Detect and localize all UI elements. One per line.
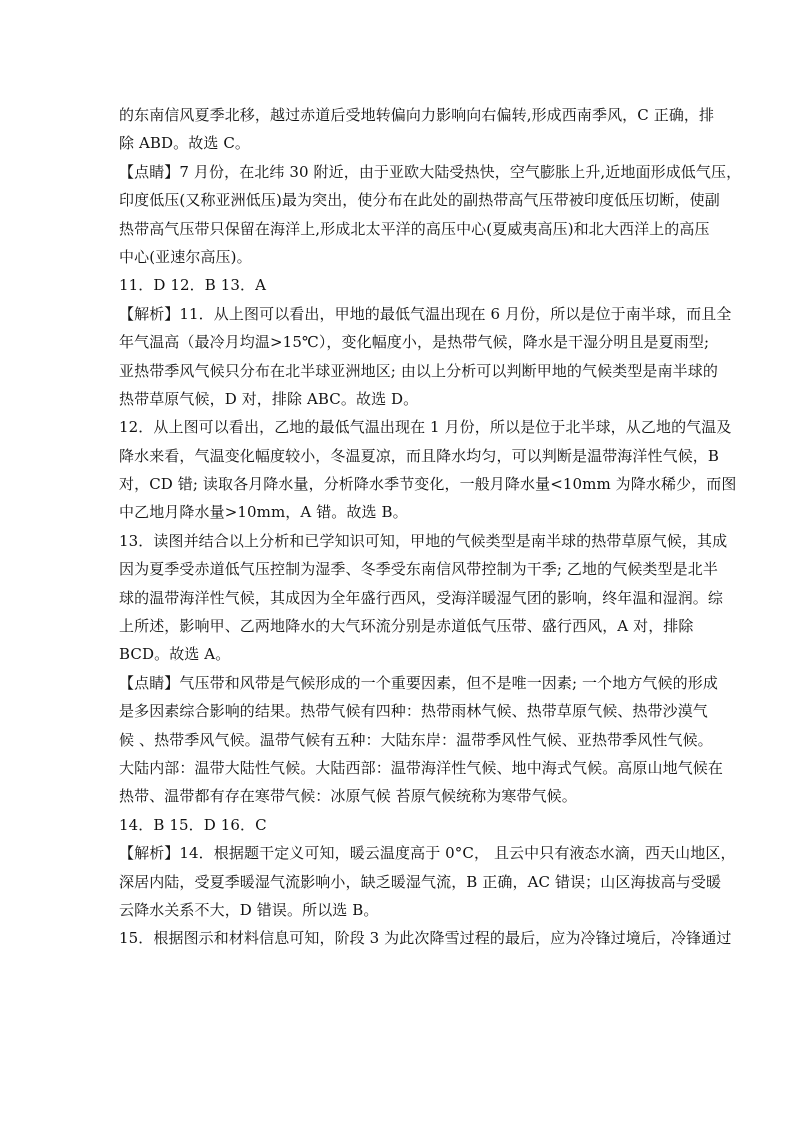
text-line: 降水来看，气温变化幅度较小，冬温夏凉，而且降水均匀，可以判断是温带海洋性气候，B xyxy=(119,446,720,465)
text-line: 12．从上图可以看出，乙地的最低气温出现在 1 月份，所以是位于北半球，从乙地的气温及 xyxy=(119,418,732,437)
text-line: 因为夏季受赤道低气压控制为湿季、冬季受东南信风带控制为干季; 乙地的气候类型是北半 xyxy=(119,560,718,579)
text-line: 深居内陆，受夏季暖湿气流影响小，缺乏暖湿气流，B 正确，AC 错误；山区海拔高与受暖 xyxy=(119,872,722,891)
text-line: 印度低压(又称亚洲低压)最为突出，使分布在此处的副热带高气压带被印度低压切断，使副 xyxy=(119,191,720,210)
text-line: BCD。故选 A。 xyxy=(119,645,231,664)
text-line: 15．根据图示和材料信息可知，阶段 3 为此次降雪过程的最后，应为冷锋过境后，冷锋通过 xyxy=(119,929,732,948)
text-line: 热带草原气候，D 对，排除 ABC。故选 D。 xyxy=(119,389,419,408)
text-line: 大陆内部：温带大陆性气候。大陆西部：温带海洋性气候、地中海式气候。高原山地气候在 xyxy=(119,758,724,777)
text-line: 是多因素综合影响的结果。热带气候有四种：热带雨林气候、热带草原气候、热带沙漠气 xyxy=(119,702,708,721)
text-line: 13．读图并结合以上分析和已学知识可知，甲地的气候类型是南半球的热带草原气候，其成 xyxy=(119,531,728,550)
text-line: 除 ABD。故选 C。 xyxy=(119,134,250,153)
text-line: 热带高气压带只保留在海洋上,形成北太平洋的高压中心(夏威夷高压)和北大西洋上的高压 xyxy=(119,219,710,238)
text-line: 【点睛】7 月份，在北纬 30 附近，由于亚欧大陆受热快，空气膨胀上升,近地面形成低气压， xyxy=(119,162,742,181)
text-line: 云降水关系不大，D 错误。所以选 B。 xyxy=(119,900,379,919)
text-line: 【解析】11．从上图可以看出，甲地的最低气温出现在 6 月份，所以是位于南半球，而且全 xyxy=(119,304,732,323)
text-line: 亚热带季风气候只分布在北半球亚洲地区; 由以上分析可以判断甲地的气候类型是南半球的 xyxy=(119,361,718,380)
text-line: 对，CD 错; 读取各月降水量，分析降水季节变化，一般月降水量<10mm 为降水稀少，而图 xyxy=(119,475,737,494)
document-body xyxy=(119,101,742,953)
text-line: 年气温高（最冷月均温>15℃），变化幅度小，是热带气候，降水是干湿分明且是夏雨型; xyxy=(119,333,710,352)
text-line: 上所述，影响甲、乙两地降水的大气环流分别是赤道低气压带、盛行西风，A 对，排除 xyxy=(119,617,694,636)
text-line: 【解析】14．根据题干定义可知，暖云温度高于 0°C， 且云中只有液态水滴，西天山地区， xyxy=(119,844,736,863)
answer-line: 11．D 12．B 13．A xyxy=(119,276,267,295)
answer-line: 14．B 15．D 16．C xyxy=(119,815,267,834)
text-line: 【点睛】气压带和风带是气候形成的一个重要因素，但不是唯一因素; 一个地方气候的形成 xyxy=(119,673,718,692)
text-line: 候 、热带季风气候。温带气候有五种：大陆东岸：温带季风性气候、亚热带季风性气候。 xyxy=(119,730,713,749)
text-line: 中心(亚速尔高压)。 xyxy=(119,247,252,266)
text-line: 的东南信风夏季北移，越过赤道后受地转偏向力影响向右偏转,形成西南季风，C 正确，排 xyxy=(119,106,715,124)
text-line: 热带、温带都有存在寒带气候：冰原气候 苔原气候统称为寒带气候。 xyxy=(119,787,577,806)
text-line: 球的温带海洋性气候，其成因为全年盛行西风，受海洋暖湿气团的影响，终年温和湿润。综 xyxy=(119,588,724,607)
text-line: 中乙地月降水量>10mm，A 错。故选 B。 xyxy=(119,503,408,522)
